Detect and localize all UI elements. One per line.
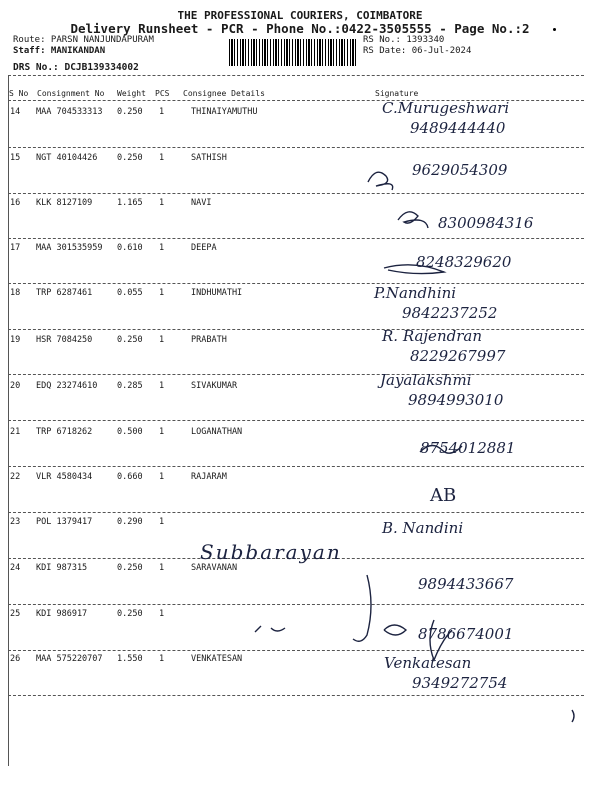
pen-mark [255,626,285,632]
weight-cell: 1.550 [117,654,143,664]
col-weight-header: Weight [117,89,146,98]
consignment-cell: MAA 575220707 [36,654,103,664]
pcs-cell: 1 [159,609,165,619]
consignment-cell: NGT 40104426 [36,153,98,163]
sno-cell: 16 [10,198,21,208]
weight-cell: 0.055 [117,288,143,298]
consignment-cell: VLR 4580434 [36,472,93,482]
pcs-cell: 1 [159,381,165,391]
weight-cell: 0.250 [117,563,143,573]
weight-cell: 0.500 [117,427,143,437]
signature-text: C.Murugeshwari [382,99,510,117]
signature-text: R. Rajendran [382,327,482,345]
route-text: Route: PARSN NANJUNDAPURAM [13,35,154,45]
rs-number: RS No.: 1393340 [363,35,445,45]
weight-cell: 1.165 [117,198,143,208]
signature-scribble [384,265,444,274]
weight-cell: 0.250 [117,107,143,117]
consignee-name-cell: NAVI [191,198,212,208]
signature-phone: 9349272754 [412,674,508,692]
drs-number: DRS No.: DCJB139334002 [13,62,139,73]
pcs-cell: 1 [159,563,165,573]
consignment-cell: KDI 987315 [36,563,88,573]
weight-cell: 0.660 [117,472,143,482]
weight-cell: 0.250 [117,153,143,163]
signature-phone: 8786674001 [418,625,514,643]
sno-cell: 14 [10,107,21,117]
consignee-name-cell: RAJARAM [191,472,227,482]
consignment-cell: EDQ 23274610 [36,381,98,391]
pen-mark [384,625,406,635]
signature-scribble [420,445,462,453]
sno-cell: 18 [10,288,21,298]
weight-cell: 0.250 [117,609,143,619]
sno-cell: 21 [10,427,21,437]
col-sno-header: S No [9,89,29,98]
signature-phone: 9894993010 [408,391,504,409]
consignment-cell: TRP 6718262 [36,427,93,437]
consignee-name-cell: LOGANATHAN [191,427,243,437]
consignee-name-cell: VENKATESAN [191,654,243,664]
signature-phone: 9489444440 [410,119,506,137]
weight-cell: 0.285 [117,381,143,391]
pcs-cell: 1 [159,153,165,163]
signature-text: P.Nandhini [374,284,457,302]
consignee-name-cell: SATHISH [191,153,227,163]
sno-cell: 19 [10,335,21,345]
sno-cell: 20 [10,381,21,391]
signature-text: Venkatesan [384,654,472,672]
sno-cell: 24 [10,563,21,573]
consignee-name-cell: THINAIYAMUTHU [191,107,258,117]
signature-scribble [430,620,452,660]
sno-cell: 23 [10,517,21,527]
pcs-cell: 1 [159,517,165,527]
pcs-cell: 1 [159,243,165,253]
consignee-name-cell: PRABATH [191,335,227,345]
signature-phone: 8248329620 [416,253,512,271]
consignment-cell: KDI 986917 [36,609,88,619]
signature-phone: 9629054309 [412,161,508,179]
col-consignment-header: Consignment No [37,89,105,98]
consignment-cell: MAA 301535959 [36,243,103,253]
signature-phone: 8754012881 [420,439,516,457]
signature-phone: 9842237252 [402,304,498,322]
staff-text: Staff: MANIKANDAN [13,46,106,56]
signature-phone: 8229267997 [410,347,506,365]
signature-phone: 8300984316 [438,214,534,232]
handwritten-name: Subbarayan [200,540,342,564]
consignment-cell: TRP 6287461 [36,288,93,298]
handwritten-initials: AB [430,485,457,506]
pcs-cell: 1 [159,198,165,208]
consignee-name-cell: SIVAKUMAR [191,381,238,391]
pcs-cell: 1 [159,107,165,117]
weight-cell: 0.290 [117,517,143,527]
signature-phone: 9894433667 [418,575,514,593]
sno-cell: 17 [10,243,21,253]
col-signature-header: Signature [375,89,419,98]
runsheet-subtitle: Delivery Runsheet - PCR - Phone No.:0422-3505555 - Page No.:2 [70,21,530,36]
pcs-cell: 1 [159,472,165,482]
signature-text: Jayalakshmi [380,371,472,389]
pcs-cell: 1 [159,427,165,437]
sno-cell: 25 [10,609,21,619]
consignment-cell: HSR 7084250 [36,335,93,345]
col-pcs-header: PCS [155,89,170,98]
sno-cell: 26 [10,654,21,664]
consignment-cell: POL 1379417 [36,517,93,527]
company-title: THE PROFESSIONAL COURIERS, COIMBATORE [177,9,423,22]
rs-date: RS Date: 06-Jul-2024 [363,46,472,56]
pcs-cell: 1 [159,288,165,298]
signature-text: B. Nandini [382,519,464,537]
weight-cell: 0.250 [117,335,143,345]
pen-mark [572,710,574,722]
sno-cell: 22 [10,472,21,482]
bracket-stroke [353,575,371,641]
consignment-cell: MAA 704533313 [36,107,103,117]
signature-scribble [368,172,393,190]
consignee-name-cell: INDHUMATHI [191,288,243,298]
signature-scribble [398,212,428,228]
consignee-name-cell: DEEPA [191,243,217,253]
pcs-cell: 1 [159,654,165,664]
consignment-cell: KLK 8127109 [36,198,93,208]
weight-cell: 0.610 [117,243,143,253]
sno-cell: 15 [10,153,21,163]
pcs-cell: 1 [159,335,165,345]
col-consignee-header: Consignee Details [183,89,265,98]
consignee-name-cell: SARAVANAN [191,563,238,573]
